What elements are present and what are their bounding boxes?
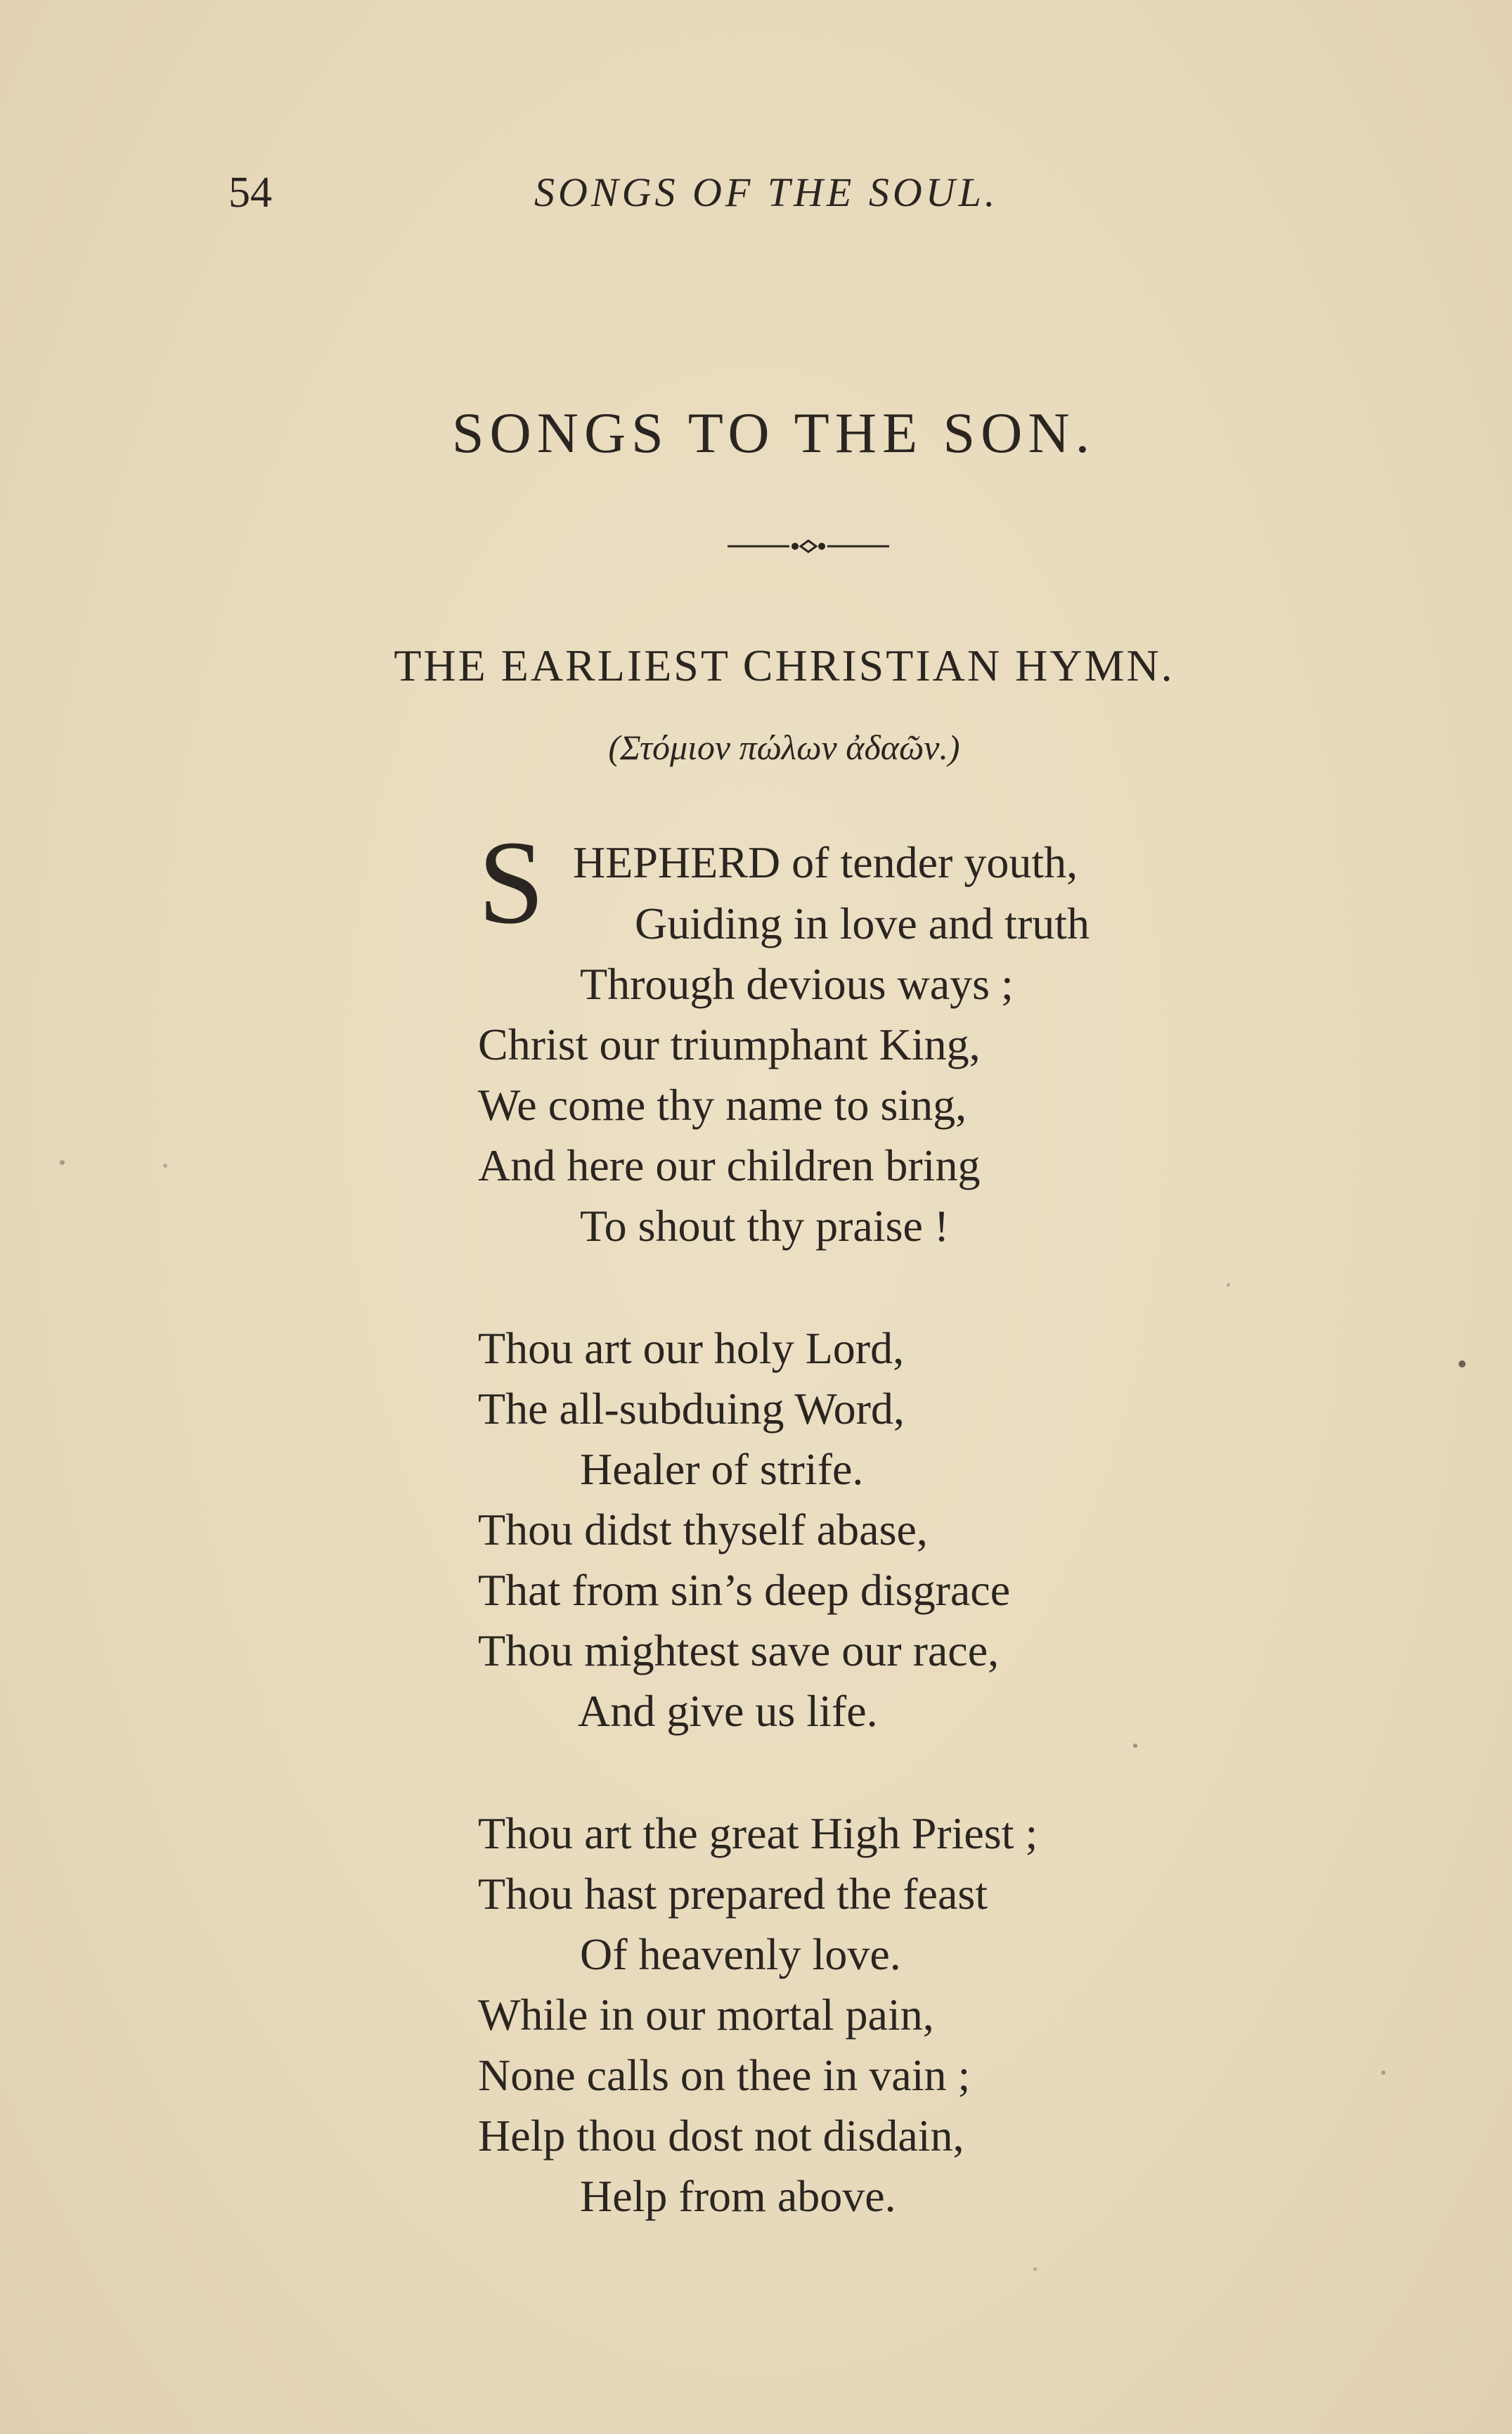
verse-line: While in our mortal pain,: [478, 1990, 934, 2040]
ornament-divider-icon: [728, 536, 889, 557]
verse-line: Guiding in love and truth: [635, 899, 1090, 948]
hymn-title: THE EARLIEST CHRISTIAN HYMN.: [394, 640, 1175, 690]
verse-line: Thou didst thyself abase,: [478, 1505, 928, 1554]
page-number: 54: [228, 169, 272, 217]
verse-line: Help from above.: [580, 2171, 896, 2221]
verse-line: Christ our triumphant King,: [478, 1019, 981, 1069]
verse-line: That from sin’s deep disgrace: [478, 1565, 1011, 1615]
verse-line: Thou art the great High Priest ;: [478, 1808, 1038, 1858]
verse-line: None calls on thee in vain ;: [478, 2050, 971, 2100]
verse-line: Help thou dost not disdain,: [478, 2111, 964, 2161]
verse-line: Healer of strife.: [580, 1444, 864, 1494]
greek-subtitle: (Στόμιον πώλων ἀδαῶν.): [608, 728, 960, 767]
verse-line: Through devious ways ;: [580, 959, 1014, 1009]
section-title: SONGS TO THE SON.: [451, 401, 1096, 465]
verse-line: Thou hast prepared the feast: [478, 1869, 988, 1919]
verse-line: Of heavenly love.: [580, 1929, 901, 1979]
verse-line: Thou mightest save our race,: [478, 1625, 1000, 1675]
verse-line: The all-subduing Word,: [478, 1384, 905, 1434]
verse-line: And here our children bring: [478, 1140, 981, 1190]
verse-line: HEPHERD of tender youth,: [573, 837, 1078, 887]
verse-line: And give us life.: [578, 1686, 878, 1736]
running-head: SONGS OF THE SOUL.: [534, 169, 999, 215]
drop-cap: S: [478, 816, 545, 948]
verse-line: We come thy name to sing,: [478, 1080, 967, 1130]
verse-line: Thou art our holy Lord,: [478, 1323, 905, 1373]
verse-line: To shout thy praise !: [580, 1201, 950, 1251]
